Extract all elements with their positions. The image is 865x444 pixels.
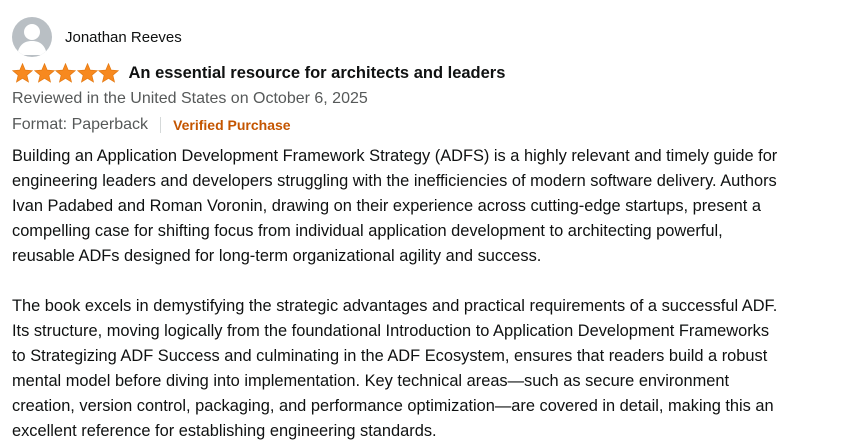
- user-silhouette-icon[interactable]: [12, 17, 52, 57]
- star-icon: [12, 63, 33, 83]
- review-title[interactable]: An essential resource for architects and leaders: [128, 63, 506, 82]
- verified-purchase-badge[interactable]: Verified Purchase: [173, 117, 291, 133]
- review-header: [12, 63, 505, 83]
- review-body: [12, 144, 862, 444]
- review-paragraph: Building an Application Development Framework Strategy (ADFS) is a highly relevant and timely guide for engineering leaders and developers struggling with the inefficiencies of modern software delivery. Authors Ivan Padabed and Roman Voronin, drawing on their experience across cutting-edge startups, present a compelling case for shifting focus from individual application development to architecting powerful, reusable ADFs designed for long-term organizational agility and success.: [12, 147, 778, 265]
- review-date: Reviewed in the United States on October 6, 2025: [12, 90, 368, 107]
- review-paragraph: The book excels in demystifying the strategic advantages and practical requirements of a successful ADF. Its structure, moving logically from the foundational Introduction to Application Development Frameworks to Strategizing ADF Success and culminating in the ADF Ecosystem, ensures that readers build a robust mental model before diving into implementation. Key technical areas—such as secure environment creation, version control, packaging, and performance optimization—are covered in detail, making this an excellent reference for establishing engineering standards.: [12, 297, 778, 440]
- star-icon: [55, 63, 76, 83]
- star-icon: [98, 63, 119, 83]
- star-icon: [34, 63, 55, 83]
- format-label: Format: Paperback: [12, 116, 149, 133]
- divider: [160, 117, 161, 133]
- format-row: [12, 116, 291, 134]
- reviewer-profile[interactable]: [12, 17, 182, 57]
- star-rating[interactable]: [12, 63, 120, 83]
- reviewer-name[interactable]: Jonathan Reeves: [65, 28, 182, 46]
- star-icon: [77, 63, 98, 83]
